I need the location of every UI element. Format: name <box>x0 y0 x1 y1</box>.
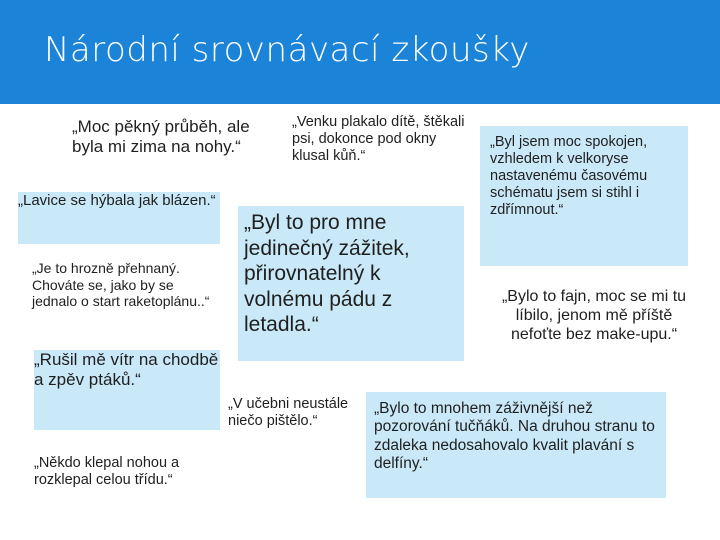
quote-foot-tapping: „Někdo klepal nohou a rozklepal celou třídu.“ <box>34 455 180 489</box>
quote-wobbly-desk: „Lavice se hýbala jak blázen.“ <box>18 192 220 244</box>
title-bar <box>0 0 720 104</box>
quote-nap: „Byl jsem moc spokojen, vzhledem k velkoryse nastavenému časovému schématu jsem si stihl i zdřímnout.“ <box>480 126 688 266</box>
quote-make-up: „Bylo to fajn, moc se mi tu líbilo, jenom mě příště nefoťte bez make-upu.“ <box>501 288 687 343</box>
slide-title: Národní srovnávací zkoušky <box>44 30 530 70</box>
quote-wind-and-birds: „Rušil mě vítr na chodbě a zpěv ptáků.“ <box>34 350 220 430</box>
quote-unique-experience: „Byl to pro mne jedinečný zážitek, přirovnatelný k volnému pádu z letadla.“ <box>238 206 464 361</box>
quote-outside-noise: „Venku plakalo dítě, štěkali psi, dokonce pod okny klusal kůň.“ <box>292 114 465 165</box>
quote-exaggerated: „Je to hrozně přehnaný. Chováte se, jako by se jednalo o start raketoplánu..“ <box>32 260 210 310</box>
quote-beeping: „V učebni neustále niečo pištělo.“ <box>228 396 349 430</box>
quote-penguins-dolphins: „Bylo to mnohem záživnější než pozorování tučňáků. Na druhou stranu to zdaleka nedosahovalo kvalit plavání s delfíny.“ <box>366 392 666 498</box>
quote-cold-feet: „Moc pěkný průběh, ale byla mi zima na nohy.“ <box>72 117 250 157</box>
